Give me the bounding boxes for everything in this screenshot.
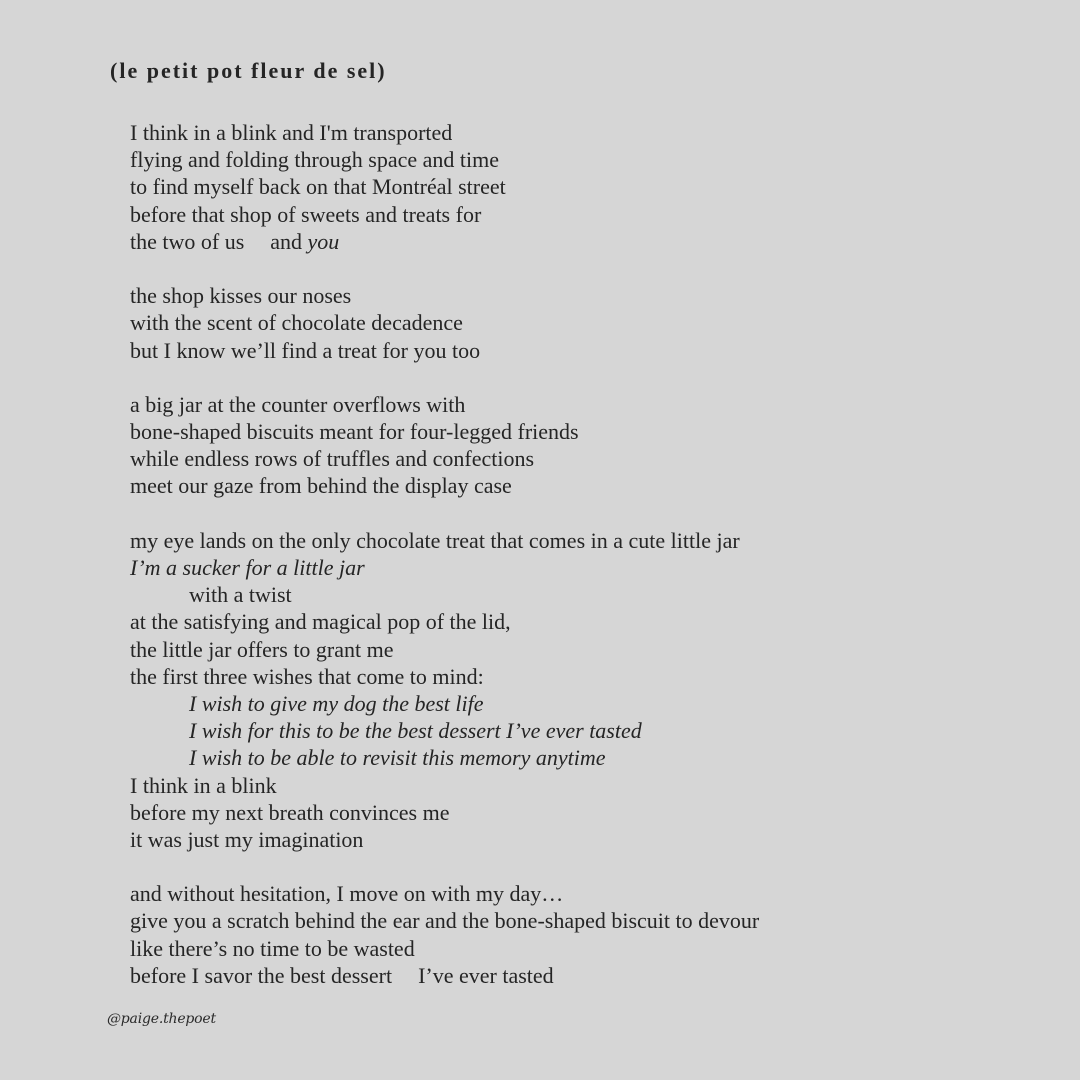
stanza-break — [130, 500, 1030, 527]
poem-line: the first three wishes that come to mind: — [130, 663, 484, 689]
poem-line-italic: I’m a sucker for a little jar — [130, 555, 365, 580]
stanza-break — [130, 853, 1030, 880]
poem-line: at the satisfying and magical pop of the lid, — [130, 609, 511, 635]
poem-fragment: I’ve ever tasted — [418, 962, 554, 988]
poem-line — [130, 228, 1030, 255]
poem-line: flying and folding through space and time — [130, 147, 500, 173]
poem-line: before my next breath convinces me — [130, 799, 450, 825]
stanza-break — [130, 364, 1030, 391]
poem-fragment: before I savor the best dessert — [130, 962, 393, 988]
poem-line: and without hesitation, I move on with my day… — [130, 881, 564, 907]
wish-line: I wish to give my dog the best life — [189, 690, 484, 716]
poem-line: like there’s no time to be wasted — [130, 935, 415, 961]
poem-line-indented: with a twist — [189, 582, 292, 608]
wish-line: I wish to be able to revisit this memory anytime — [189, 745, 606, 771]
poem-body — [130, 119, 1030, 989]
poem-line — [130, 962, 1030, 989]
poem-line: give you a scratch behind the ear and the bone-shaped biscuit to devour — [130, 908, 760, 934]
poem-line: I think in a blink and I'm transported — [130, 120, 453, 145]
poem-fragment: the two of us — [130, 228, 245, 254]
poem-line: a big jar at the counter overflows with — [130, 391, 466, 417]
poem-fragment-italic: you — [307, 228, 340, 254]
poem-line: to find myself back on that Montréal street — [130, 174, 506, 200]
poem-title: (le petit pot fleur de sel) — [110, 58, 387, 83]
poem-line: the shop kisses our noses — [130, 283, 352, 309]
poem-line: bone-shaped biscuits meant for four-legged friends — [130, 419, 579, 445]
author-handle: @paige.thepoet — [107, 1011, 216, 1027]
poem-line: the little jar offers to grant me — [130, 636, 394, 662]
poem-line: but I know we’ll find a treat for you too — [130, 337, 481, 363]
wish-line: I wish for this to be the best dessert I’ve ever tasted — [189, 718, 642, 744]
poem-line: it was just my imagination — [130, 826, 364, 852]
poem-line: before that shop of sweets and treats for — [130, 201, 482, 227]
poem-line: my eye lands on the only chocolate treat that comes in a cute little jar — [130, 527, 740, 553]
poem-line: meet our gaze from behind the display case — [130, 473, 512, 499]
poem-line: I think in a blink — [130, 772, 277, 798]
poem-line: while endless rows of truffles and confections — [130, 446, 535, 472]
poem-line: with the scent of chocolate decadence — [130, 310, 463, 336]
poem-fragment: and — [270, 228, 308, 254]
stanza-break — [130, 255, 1030, 282]
